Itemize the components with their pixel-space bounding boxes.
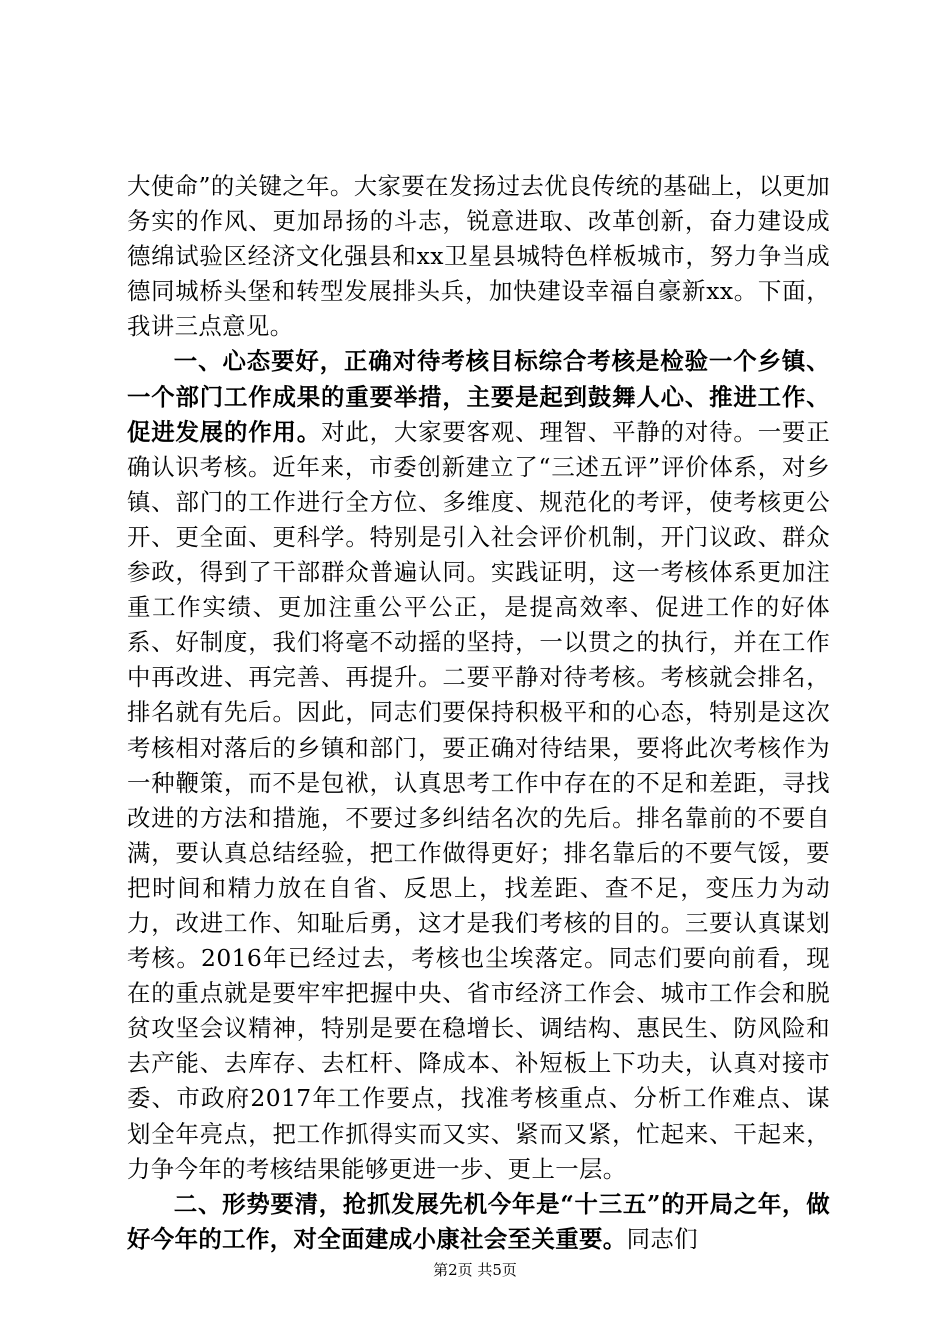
section-2-body: 同志们 <box>626 1224 698 1253</box>
section-1-paragraph <box>127 344 830 1186</box>
section-1-heading: 一、心态要好，正确对待考核目标综合考核是检验一个乡镇、一个部门工作成果的重要举措，主要是起到鼓舞人心、推进工作、促进发展的作用。 <box>127 347 830 446</box>
section-2-heading: 二、形势要清，抢抓发展先机今年是“十三五”的开局之年，做好今年的工作，对全面建成小康社会至关重要。 <box>127 1189 830 1253</box>
section-2-paragraph <box>127 1187 830 1257</box>
document-body <box>127 169 830 1257</box>
section-1-body: 对此，大家要客观、理智、平静的对待。一要正确认识考核。近年来，市委创新建立了“三述五评”评价体系，对乡镇、部门的工作进行全方位、多维度、规范化的考评，使考核更公开、更全面、更科学。特别是引入社会评价机制，开门议政、群众参政，得到了干部群众普遍认同。实践证明，这一考核体系更加注重工作实绩、更加注重公平公正，是提高效率、促进工作的好体系、好制度，我们将毫不动摇的坚持，一以贯之的执行，并在工作中再改进、再完善、再提升。二要平静对待考核。考核就会排名，排名就有先后。因此，同志们要保持积极平和的心态，特别是这次考核相对落后的乡镇和部门，要正确对待结果，要将此次考核作为一种鞭策，而不是包袱，认真思考工作中存在的不足和差距，寻找改进的方法和措施，不要过多纠结名次的先后。排名靠前的不要自满，要认真总结经验，把工作做得更好；排名靠后的不要气馁，要把时间和精力放在自省、反思上，找差距、查不足，变压力为动力，改进工作、知耻后勇，这才是我们考核的目的。三要认真谋划考核。2016年已经过去，考核也尘埃落定。同志们要向前看，现在的重点就是要牢牢把握中央、省市经济工作会、城市工作会和脱贫攻坚会议精神，特别是要在稳增长、调结构、惠民生、防风险和去产能、去库存、去杠杆、降成本、补短板上下功夫，认真对接市委、市政府2017年工作要点，找准考核重点、分析工作难点、谋划全年亮点，把工作抓得实而又实、紧而又紧，忙起来、干起来，力争今年的考核结果能够更进一步、更上一层。 <box>127 417 830 1183</box>
page-number-footer: 第2页 共5页 <box>433 1261 517 1279</box>
paragraph-intro: 大使命”的关键之年。大家要在发扬过去优良传统的基础上，以更加务实的作风、更加昂扬的斗志，锐意进取、改革创新，奋力建设成德绵试验区经济文化强县和xx卫星县城特色样板城市，努力争当成德同城桥头堡和转型发展排头兵，加快建设幸福自豪新xx。下面，我讲三点意见。 <box>127 172 830 341</box>
